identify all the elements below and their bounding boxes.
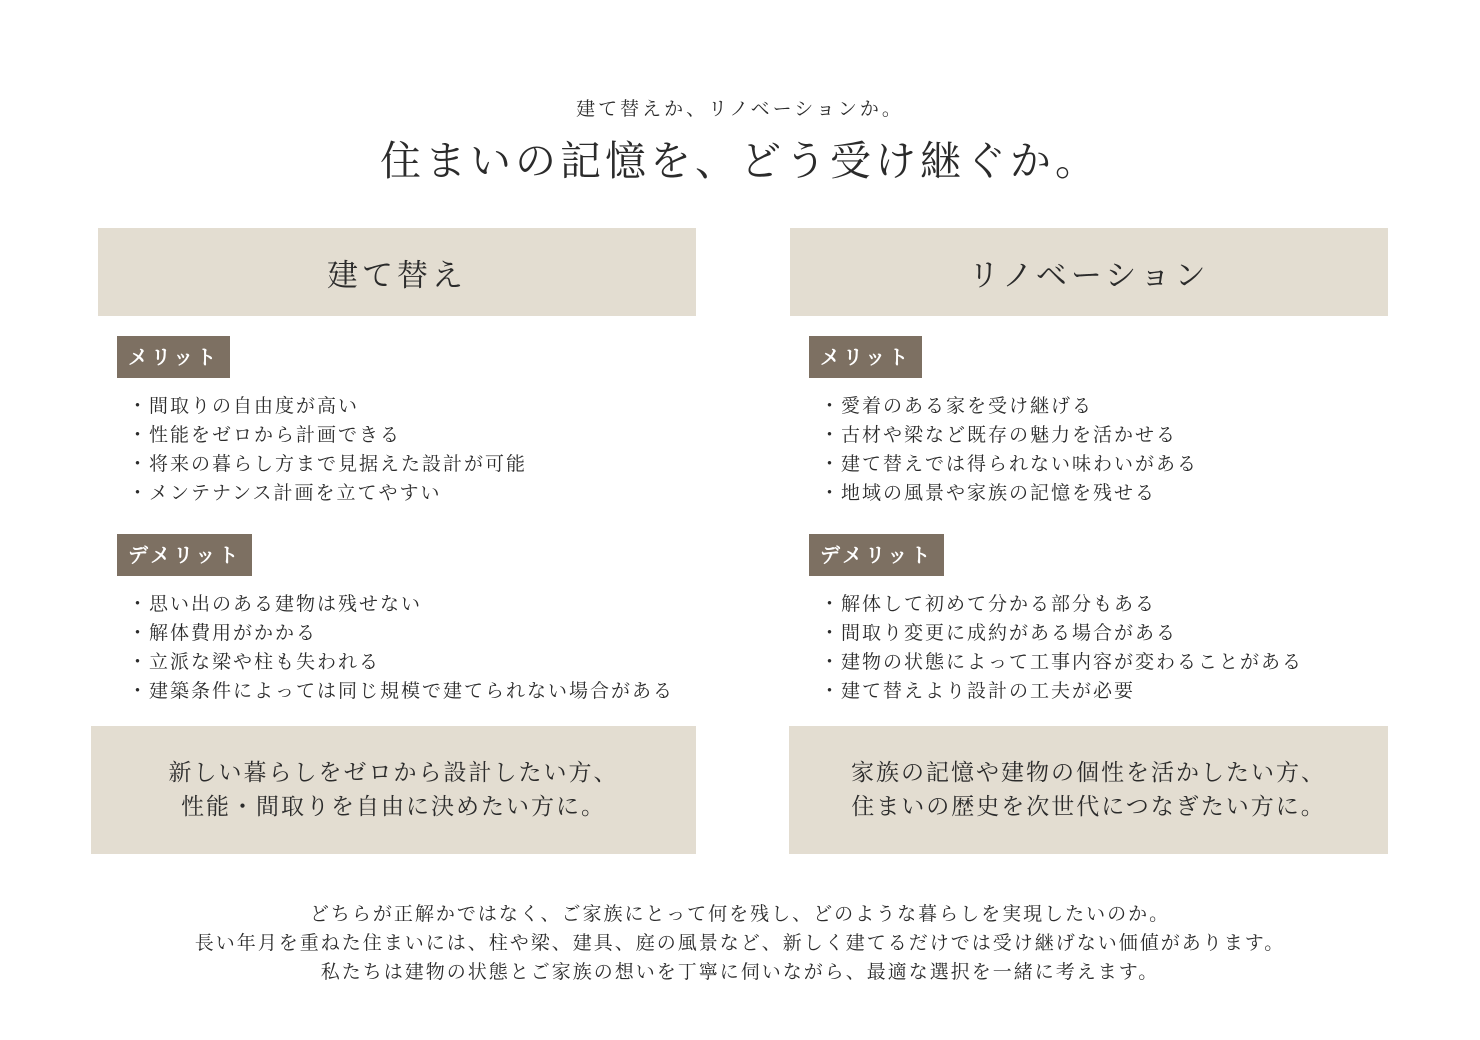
rebuild-merit-label: メリット: [117, 336, 230, 378]
list-item: ・ 思い出のある建物は残せない: [128, 590, 696, 619]
list-item: ・ 建て替えでは得られない味わいがある: [820, 450, 1388, 479]
renovation-summary: [789, 726, 1388, 854]
list-item: ・ 古材や梁など既存の魅力を活かせる: [820, 421, 1388, 450]
renovation-merit-label: メリット: [809, 336, 922, 378]
list-item: ・ 解体して初めて分かる部分もある: [820, 590, 1388, 619]
rebuild-summary: [91, 726, 696, 854]
list-item: ・ 建築条件によっては同じ規模で建てられない場合がある: [128, 677, 696, 706]
closing-message: [0, 900, 1480, 987]
page-subtitle: 建て替えか、リノベーションか。: [576, 98, 904, 120]
list-item: ・ 間取り変更に成約がある場合がある: [820, 619, 1388, 648]
rebuild-demerit-label: デメリット: [117, 534, 252, 576]
renovation-heading: リノベーション: [790, 228, 1388, 316]
list-item: ・ 解体費用がかかる: [128, 619, 696, 648]
list-item: ・ 愛着のある家を受け継げる: [820, 392, 1388, 421]
summary-line: 新しい暮らしをゼロから設計したい方、: [168, 760, 619, 786]
list-item: ・ 将来の暮らし方まで見据えた設計が可能: [128, 450, 696, 479]
list-item: ・ 性能をゼロから計画できる: [128, 421, 696, 450]
list-item: ・ 地域の風景や家族の記憶を残せる: [820, 479, 1388, 508]
list-item: ・ 建物の状態によって工事内容が変わることがある: [820, 648, 1388, 677]
rebuild-demerit-list: [128, 590, 696, 706]
summary-line: 住まいの歴史を次世代につなぎたい方に。: [851, 794, 1326, 820]
renovation-demerit-label: デメリット: [809, 534, 944, 576]
rebuild-merit-list: [128, 392, 696, 508]
list-item: ・ 間取りの自由度が高い: [128, 392, 696, 421]
renovation-demerit-list: [820, 590, 1388, 706]
summary-line: 家族の記憶や建物の個性を活かしたい方、: [851, 760, 1326, 786]
closing-line: 私たちは建物の状態とご家族の想いを丁寧に伺いながら、最適な選択を一緒に考えます。: [320, 961, 1160, 983]
list-item: ・ 建て替えより設計の工夫が必要: [820, 677, 1388, 706]
summary-line: 性能・間取りを自由に決めたい方に。: [181, 794, 606, 820]
rebuild-column: [98, 228, 696, 706]
closing-line: どちらが正解かではなく、ご家族にとって何を残し、どのような暮らしを実現したいのか。: [309, 903, 1171, 925]
renovation-merit-list: [820, 392, 1388, 508]
page-title: 住まいの記憶を、どう受け継ぐか。: [380, 137, 1100, 185]
list-item: ・ 立派な梁や柱も失われる: [128, 648, 696, 677]
rebuild-heading: 建て替え: [98, 228, 696, 316]
list-item: ・ メンテナンス計画を立てやすい: [128, 479, 696, 508]
renovation-column: [790, 228, 1388, 706]
closing-line: 長い年月を重ねた住まいには、柱や梁、建具、庭の風景など、新しく建てるだけでは受け継げない価値があります。: [194, 932, 1286, 954]
